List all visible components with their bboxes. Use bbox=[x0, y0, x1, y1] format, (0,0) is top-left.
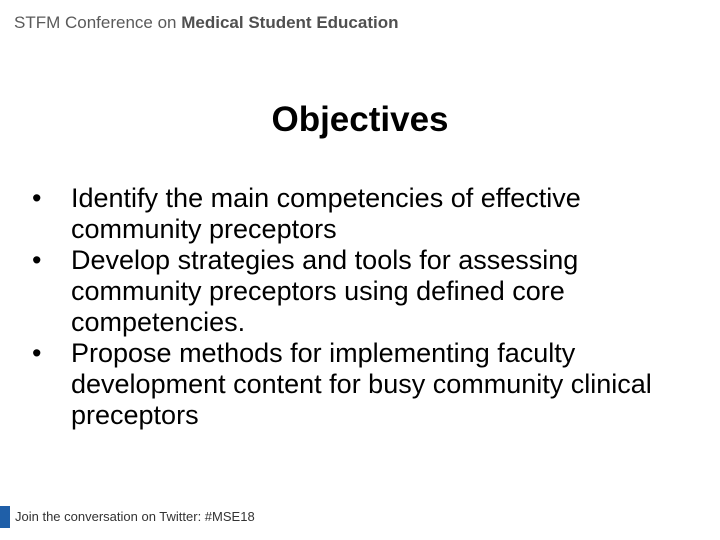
bullet-icon: • bbox=[32, 338, 42, 368]
bullet-icon: • bbox=[32, 183, 42, 213]
objective-item bbox=[30, 338, 690, 431]
slide-title: Objectives bbox=[271, 100, 449, 139]
objective-text: Develop strategies and tools for assessing community preceptors using defined core competencies. bbox=[71, 245, 579, 337]
objectives-list bbox=[30, 183, 690, 431]
footer-accent-bar bbox=[0, 506, 10, 528]
objective-text: Propose methods for implementing faculty development content for busy community clinical preceptors bbox=[71, 338, 652, 430]
footer-twitter-text: Join the conversation on Twitter: #MSE18 bbox=[15, 509, 255, 524]
objective-item bbox=[30, 245, 690, 338]
conference-header-emphasis: Medical Student Education bbox=[181, 13, 399, 32]
objective-text: Identify the main competencies of effective community preceptors bbox=[71, 183, 581, 244]
conference-header-prefix: STFM Conference on bbox=[14, 13, 182, 32]
conference-header bbox=[14, 11, 399, 35]
objective-item bbox=[30, 183, 690, 245]
bullet-icon: • bbox=[32, 245, 42, 275]
footer bbox=[0, 506, 720, 528]
